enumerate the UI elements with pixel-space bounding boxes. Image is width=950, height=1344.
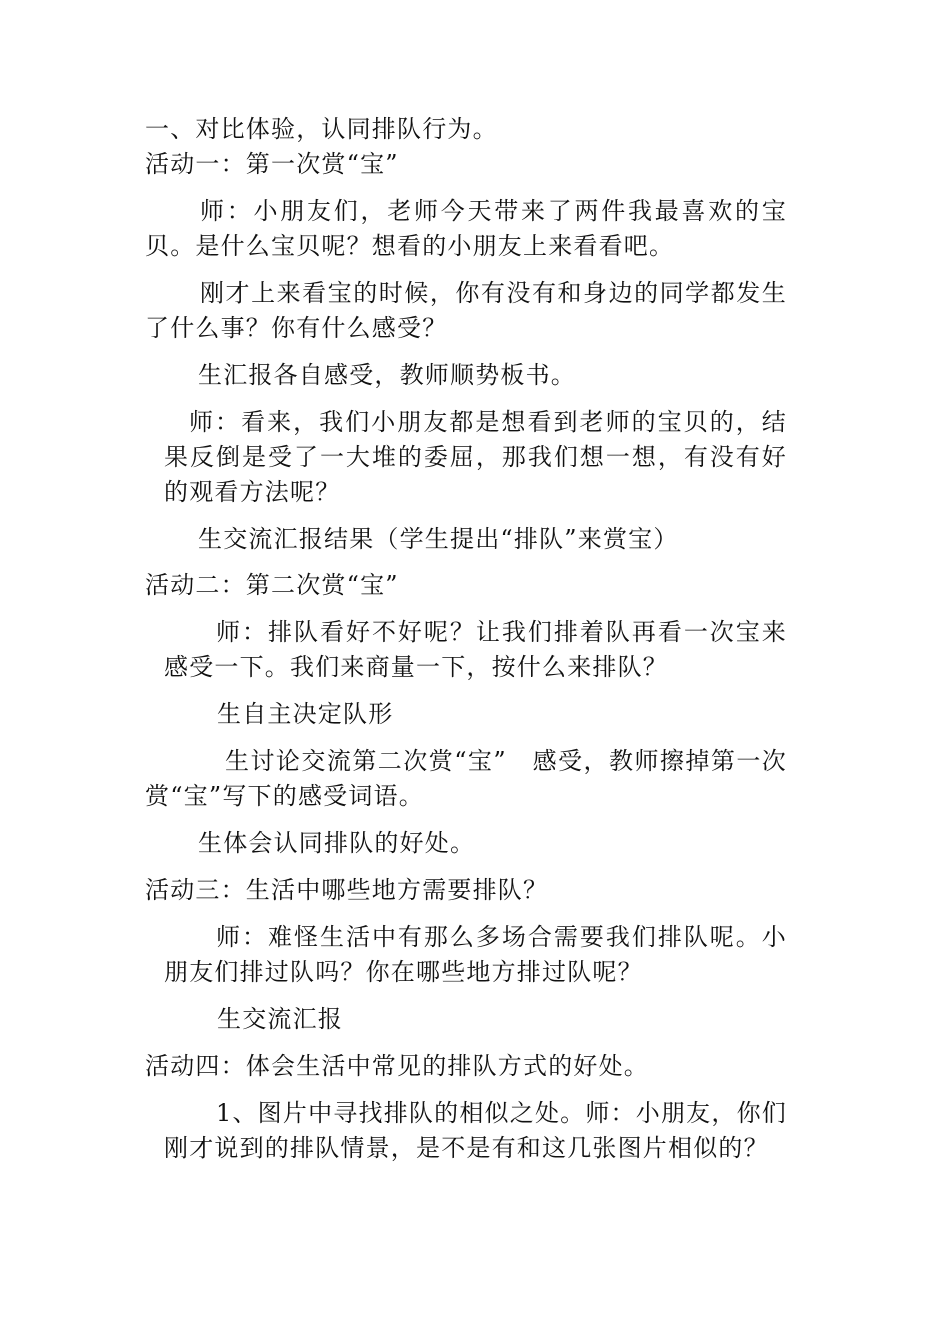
paragraph-teacher-queue: 师：排队看好不好呢？让我们排着队再看一次宝来感受一下。我们来商量一下，按什么来排队？	[164, 618, 787, 681]
paragraph-discussion: 生讨论交流第二次赏“宝” 感受，教师擦掉第一次赏“宝”写下的感受词语。	[145, 747, 787, 810]
activity-3-heading: 活动三：生活中哪些地方需要排队？	[145, 876, 549, 904]
activity-4-heading: 活动四：体会生活中常见的排队方式的好处。	[145, 1052, 649, 1080]
activity-1-heading: 活动一：第一次赏“宝”	[145, 150, 399, 178]
paragraph-student-exchange: 生交流汇报结果（学生提出“排队”来赏宝）	[198, 525, 679, 553]
paragraph-picture-task: 1、图片中寻找排队的相似之处。师：小朋友，你们刚才说到的排队情景，是不是有和这几张图片相似的？	[164, 1099, 787, 1162]
paragraph-student-report: 生汇报各自感受，教师顺势板书。	[198, 361, 576, 389]
activity-2-heading: 活动二：第二次赏“宝”	[145, 571, 399, 599]
paragraph-queue-shape: 生自主决定队形	[217, 700, 394, 728]
paragraph-benefit: 生体会认同排队的好处。	[198, 829, 476, 857]
section-heading: 一、对比体验，认同排队行为。	[145, 115, 498, 143]
paragraph-teacher-places: 师：难怪生活中有那么多场合需要我们排队呢。小朋友们排过队吗？你在哪些地方排过队呢？	[164, 923, 787, 986]
paragraph-student-share: 生交流汇报	[217, 1005, 343, 1033]
paragraph-teacher-intro: 师：小朋友们，老师今天带来了两件我最喜欢的宝贝。是什么宝贝呢？想看的小朋友上来看看吧。	[145, 197, 787, 260]
paragraph-teacher-reflect: 师：看来，我们小朋友都是想看到老师的宝贝的，结果反倒是受了一大堆的委屈，那我们想一想，有没有好的观看方法呢？	[164, 408, 787, 506]
paragraph-question: 刚才上来看宝的时候，你有没有和身边的同学都发生了什么事？你有什么感受？	[145, 279, 787, 342]
